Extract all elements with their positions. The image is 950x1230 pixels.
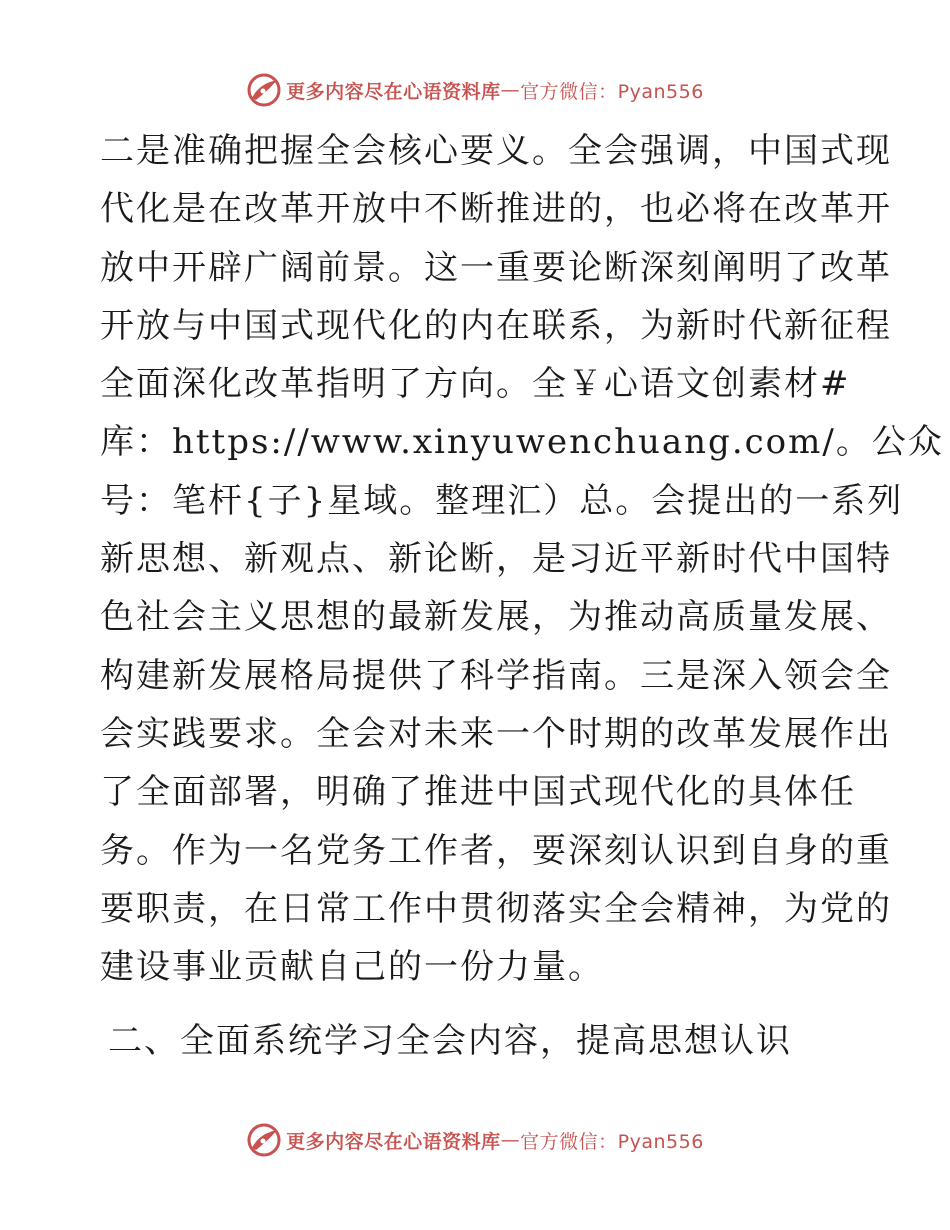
- banner-wechat-text: 官方微信：Pyan556: [520, 1130, 704, 1153]
- pen-nib-logo-icon: [246, 72, 282, 108]
- footer-banner: [0, 1120, 950, 1160]
- body-line: 色社会主义思想的最新发展，为推动高质量发展、: [100, 597, 892, 638]
- body-line: 号：笔杆{子}星域。整理汇）总。会提出的一系列: [100, 480, 904, 521]
- banner-dash: —: [500, 1129, 521, 1151]
- body-line: 库：https://www.xinyuwenchuang.com/。公众: [100, 422, 944, 463]
- body-line: 新思想、新观点、新论断，是习近平新时代中国特: [100, 539, 892, 580]
- body-line: 建设事业贡献自己的一份力量。: [100, 947, 604, 988]
- body-line: 会实践要求。全会对未来一个时期的改革发展作出: [100, 713, 892, 754]
- document-body: [100, 122, 944, 996]
- pen-nib-logo-icon: [246, 1122, 282, 1158]
- banner-main-text: 更多内容尽在心语资料库: [286, 80, 501, 103]
- banner-dash: —: [500, 79, 521, 101]
- body-line: 全面深化改革指明了方向。全￥心语文创素材#: [100, 364, 851, 405]
- section-heading: 二、全面系统学习全会内容，提高思想认识: [108, 1021, 792, 1061]
- body-line: 要职责，在日常工作中贯彻落实全会精神，为党的: [100, 888, 892, 929]
- body-line: 开放与中国式现代化的内在联系，为新时代新征程: [100, 305, 892, 346]
- body-line: 代化是在改革开放中不断推进的，也必将在改革开: [100, 189, 892, 230]
- body-line: 构建新发展格局提供了科学指南。三是深入领会全: [100, 655, 892, 696]
- header-banner: [0, 70, 950, 110]
- banner-wechat-text: 官方微信：Pyan556: [520, 80, 704, 103]
- body-line: 了全面部署，明确了推进中国式现代化的具体任: [100, 772, 856, 813]
- body-line: 务。作为一名党务工作者，要深刻认识到自身的重: [100, 830, 892, 871]
- body-line: 二是准确把握全会核心要义。全会强调，中国式现: [100, 131, 892, 171]
- banner-main-text: 更多内容尽在心语资料库: [286, 1130, 501, 1153]
- body-line: 放中开辟广阔前景。这一重要论断深刻阐明了改革: [100, 247, 892, 288]
